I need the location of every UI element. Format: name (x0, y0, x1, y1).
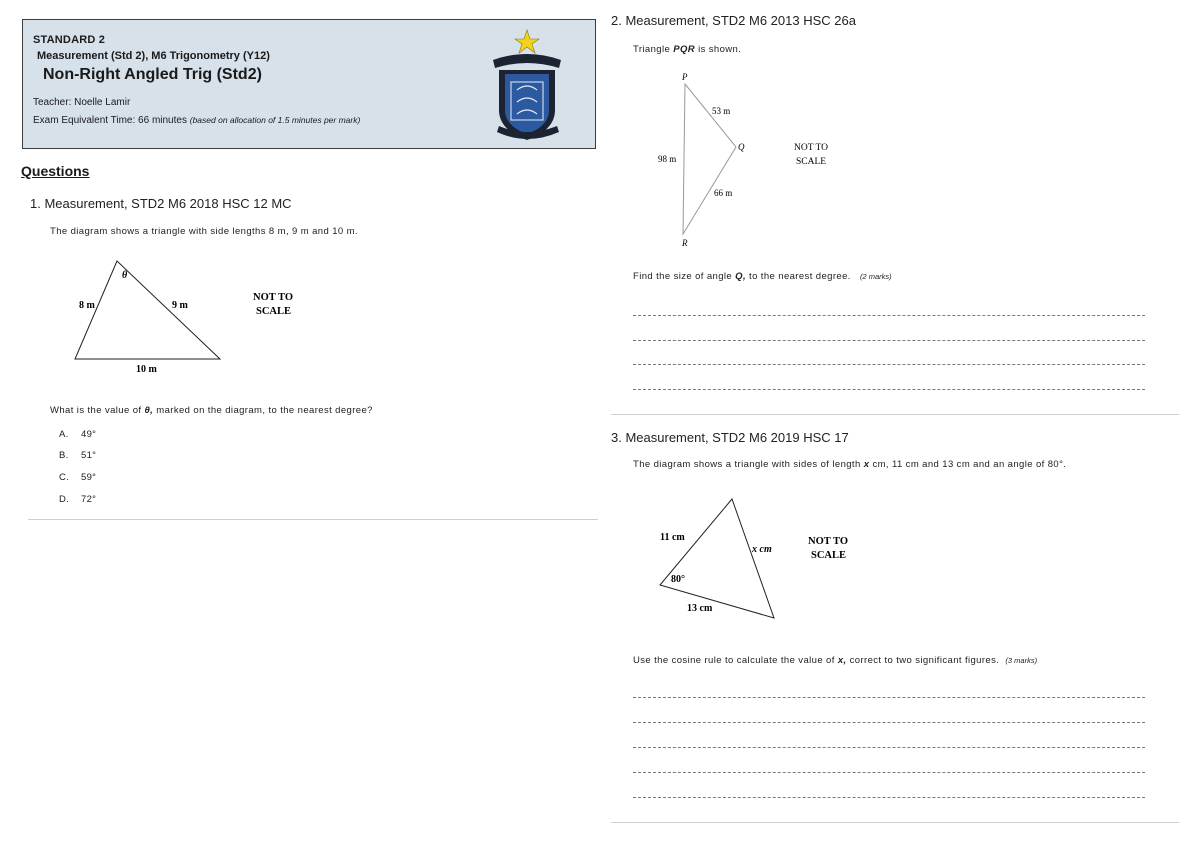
q3-answer-line-1[interactable] (633, 697, 1145, 698)
q2-triangle-diagram (640, 66, 860, 252)
q2-question-pre: Find the size of angle (633, 271, 733, 282)
q3-question-var: x, (837, 655, 847, 666)
option-letter: A. (59, 429, 69, 440)
exam-time-label: Exam Equivalent Time: (33, 115, 136, 126)
q2-pr-label: 98 m (658, 154, 677, 164)
q1-question-pre: What is the value of (50, 405, 142, 416)
q3-number: 3. (611, 430, 622, 445)
q1-left-side-label: 8 m (79, 300, 95, 311)
worksheet-header (22, 19, 596, 149)
q1-triangle-diagram (60, 256, 320, 376)
q3-separator (611, 822, 1179, 823)
exam-time-line (33, 115, 360, 126)
q3-intro-var: x (863, 459, 870, 470)
option-letter: C. (59, 472, 70, 483)
q3-answer-line-2[interactable] (633, 722, 1145, 723)
q1-not-to-scale-1: NOT TO (253, 292, 293, 303)
q1-separator (28, 519, 598, 520)
option-letter: B. (59, 450, 69, 461)
q2-intro-pre: Triangle (633, 44, 671, 55)
q3-angle-label: 80° (671, 574, 685, 585)
q2-title-text: Measurement, STD2 M6 2013 HSC 26a (625, 13, 856, 28)
q3-question (633, 655, 1037, 666)
q3-title-text: Measurement, STD2 M6 2019 HSC 17 (625, 430, 849, 445)
q2-answer-line-1[interactable] (633, 315, 1145, 316)
q1-title-text: Measurement, STD2 M6 2018 HSC 12 MC (44, 196, 292, 211)
exam-time-value: 66 minutes (138, 115, 187, 126)
q1-question-post: marked on the diagram, to the nearest degree? (156, 405, 373, 416)
q1-title (30, 196, 292, 211)
option-value: 59° (81, 472, 97, 483)
q3-answer-line-3[interactable] (633, 747, 1145, 748)
q3-intro-pre: The diagram shows a triangle with sides of length (633, 459, 861, 470)
q2-intro-var: PQR (673, 44, 696, 55)
q3-triangle-diagram (650, 494, 890, 624)
q2-pq-label: 53 m (712, 106, 731, 116)
q1-question (50, 405, 373, 416)
teacher-label: Teacher: (33, 97, 72, 108)
option-value: 51° (81, 450, 97, 461)
q1-intro: The diagram shows a triangle with side lengths 8 m, 9 m and 10 m. (50, 226, 358, 237)
q3-question-post: correct to two significant figures. (849, 655, 1000, 666)
q3-not-to-scale-2: SCALE (811, 550, 847, 561)
q2-intro-post: is shown. (698, 44, 742, 55)
q1-option-d[interactable] (59, 494, 96, 505)
q1-option-c[interactable] (59, 472, 96, 483)
q2-answer-line-3[interactable] (633, 364, 1145, 365)
q3-not-to-scale-1: NOT TO (808, 536, 848, 547)
q3-side-x-label: x cm (752, 544, 772, 555)
q2-answer-line-2[interactable] (633, 340, 1145, 341)
option-value: 72° (81, 494, 97, 505)
q2-not-to-scale-1: NOT TO (794, 143, 829, 153)
teacher-name: Noelle Lamir (74, 97, 131, 108)
q3-question-pre: Use the cosine rule to calculate the value of (633, 655, 835, 666)
q2-intro (633, 44, 741, 55)
questions-heading: Questions (21, 163, 90, 179)
q3-intro (633, 459, 1066, 470)
q2-vertex-p: P (682, 72, 688, 82)
q3-side-a-label: 11 cm (660, 532, 685, 543)
q2-question-post: to the nearest degree. (749, 271, 851, 282)
q3-intro-post: cm, 11 cm and 13 cm and an angle of 80°. (872, 459, 1067, 470)
topic-label: Measurement (Std 2), M6 Trigonometry (Y12) (37, 50, 270, 62)
q2-vertex-q: Q (738, 142, 745, 152)
q1-option-a[interactable] (59, 429, 96, 440)
q1-angle-label: θ (122, 270, 128, 281)
q1-base-label: 10 m (136, 364, 157, 375)
q2-separator (611, 414, 1179, 415)
q2-title (611, 13, 856, 28)
q1-number: 1. (30, 196, 41, 211)
q2-vertex-r: R (682, 238, 688, 248)
q1-question-var: θ, (144, 405, 154, 416)
q3-answer-line-5[interactable] (633, 797, 1145, 798)
q1-right-side-label: 9 m (172, 300, 188, 311)
q2-not-to-scale-2: SCALE (796, 157, 827, 167)
q3-answer-line-4[interactable] (633, 772, 1145, 773)
q3-side-b-label: 13 cm (687, 603, 713, 614)
q1-not-to-scale-2: SCALE (256, 306, 292, 317)
option-value: 49° (81, 429, 97, 440)
school-crest-icon (493, 28, 573, 144)
standard-label: STANDARD 2 (33, 34, 106, 46)
worksheet-title: Non-Right Angled Trig (Std2) (43, 66, 262, 83)
option-letter: D. (59, 494, 70, 505)
q2-marks: (2 marks) (859, 272, 892, 281)
q2-question (633, 271, 892, 282)
exam-time-note: (based on allocation of 1.5 minutes per mark) (189, 115, 361, 125)
q2-number: 2. (611, 13, 622, 28)
crest-star-icon (515, 30, 539, 53)
q2-answer-line-4[interactable] (633, 389, 1145, 390)
q2-qr-label: 66 m (714, 188, 733, 198)
q1-option-b[interactable] (59, 450, 96, 461)
q3-title (611, 430, 849, 445)
q2-question-var: Q, (735, 271, 746, 282)
q3-marks: (3 marks) (1005, 656, 1038, 665)
teacher-line (33, 97, 130, 108)
